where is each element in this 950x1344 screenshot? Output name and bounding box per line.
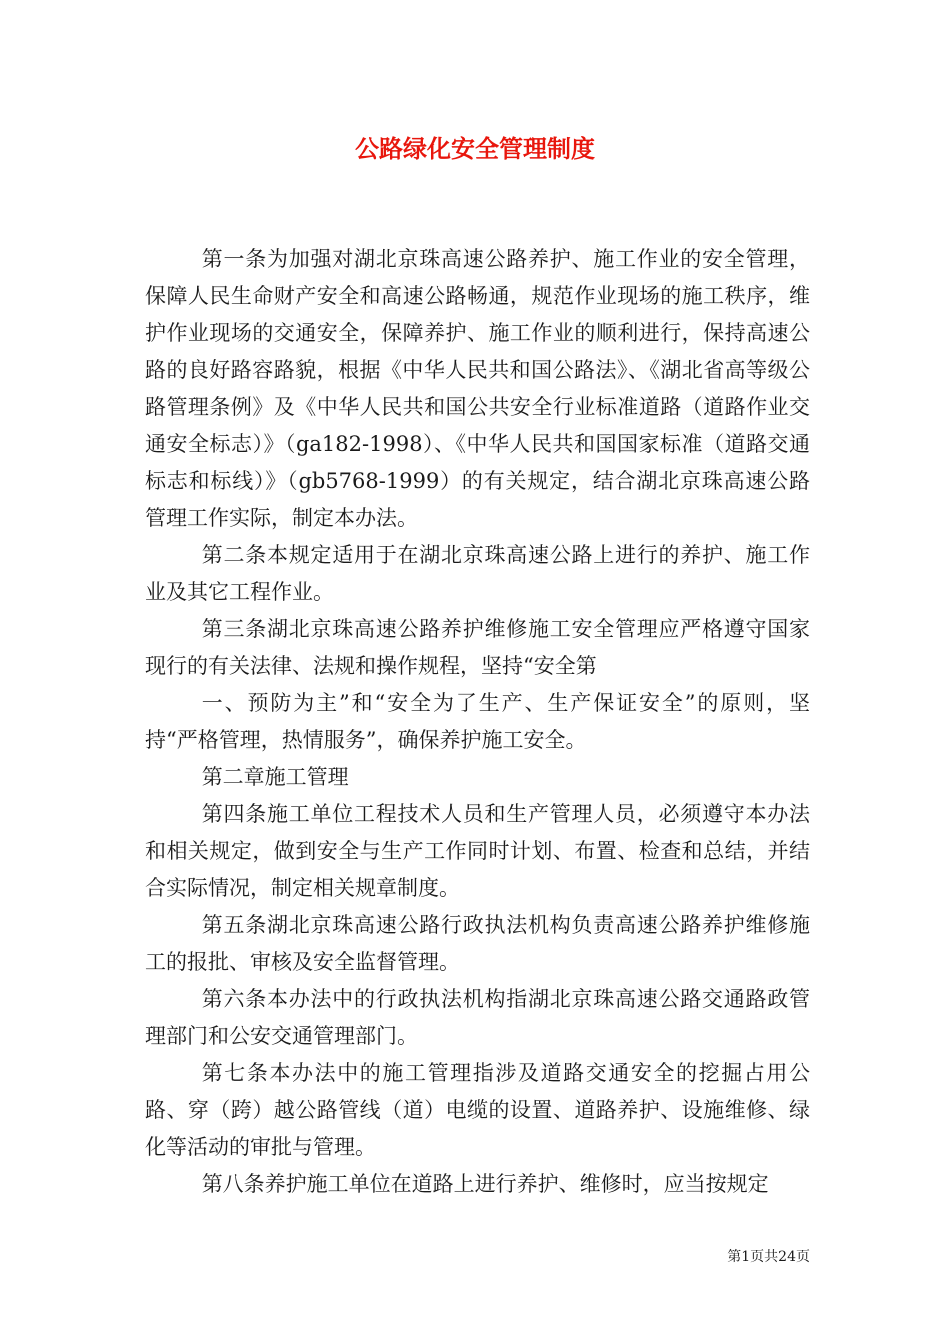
paragraph-article-6: 第六条本办法中的行政执法机构指湖北京珠高速公路交通路政管理部门和公安交通管理部门。	[145, 987, 810, 1048]
document-body	[145, 241, 810, 1203]
paragraph-article-5: 第五条湖北京珠高速公路行政执法机构负责高速公路养护维修施工的报批、审核及安全监督管理。	[145, 913, 810, 974]
paragraph-article-3: 第三条湖北京珠高速公路养护维修施工安全管理应严格遵守国家现行的有关法律、法规和操作规程，坚持“安全第	[145, 617, 810, 678]
document-title: 公路绿化安全管理制度	[355, 134, 595, 163]
paragraph-article-7: 第七条本办法中的施工管理指涉及道路交通安全的挖掘占用公路、穿（跨）越公路管线（道）电缆的设置、道路养护、设施维修、绿化等活动的审批与管理。	[145, 1061, 810, 1159]
paragraph-article-1: 第一条为加强对湖北京珠高速公路养护、施工作业的安全管理，保障人民生命财产安全和高速公路畅通，规范作业现场的施工秩序，维护作业现场的交通安全，保障养护、施工作业的顺利进行，保持高速公路的良好路容路貌，根据《中华人民共和国公路法》、《湖北省高等级公路管理条例》及《中华人民共和国公共安全行业标准道路（道路作业交通安全标志）》（ga182-1998）、《中华人民共和国国家标准（道路交通标志和标线）》（gb5768-1999）的有关规定，结合湖北京珠高速公路管理工作实际，制定本办法。	[145, 247, 810, 530]
paragraph-article-8: 第八条养护施工单位在道路上进行养护、维修时，应当按规定	[201, 1172, 769, 1196]
page-number-footer: 第1页共24页	[727, 1249, 810, 1265]
paragraph-article-3-continued: 一、预防为主”和“安全为了生产、生产保证安全”的原则，坚持“严格管理，热情服务”，确保养护施工安全。	[145, 691, 810, 752]
chapter-heading: 第二章施工管理	[201, 765, 349, 789]
paragraph-article-4: 第四条施工单位工程技术人员和生产管理人员，必须遵守本办法和相关规定，做到安全与生产工作同时计划、布置、检查和总结，并结合实际情况，制定相关规章制度。	[145, 802, 810, 900]
paragraph-article-2: 第二条本规定适用于在湖北京珠高速公路上进行的养护、施工作业及其它工程作业。	[145, 543, 810, 604]
